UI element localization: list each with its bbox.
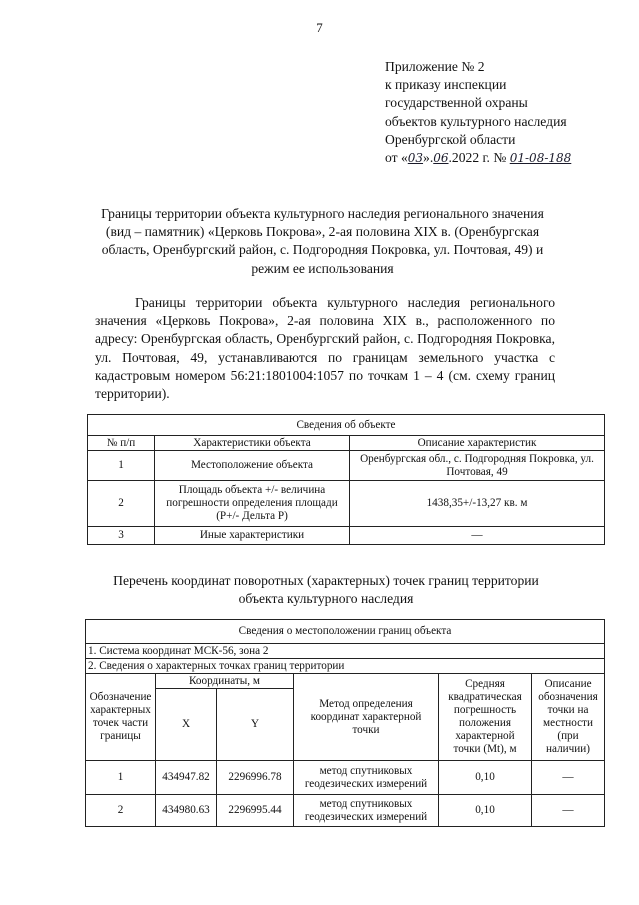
- appendix-line: государственной охраны: [385, 95, 528, 111]
- points-caption: 2. Сведения о характерных точках границ территории: [86, 659, 605, 674]
- point-id: 2: [86, 795, 156, 827]
- description: —: [532, 761, 605, 795]
- table-cell: —: [350, 527, 605, 545]
- table-cell: Оренбургская обл., с. Подгородняя Покровка, ул. Почтовая, 49: [350, 451, 605, 481]
- method: метод спутниковых геодезических измерений: [294, 761, 439, 795]
- table-cell: Иные характеристики: [155, 527, 350, 545]
- coord-x: 434947.82: [156, 761, 217, 795]
- appendix-line: Приложение № 2: [385, 59, 485, 74]
- header-cell: Описание характеристик: [350, 436, 605, 451]
- coord-x: 434980.63: [156, 795, 217, 827]
- appendix-block: [385, 58, 571, 167]
- appendix-line: Оренбургской области: [385, 131, 516, 147]
- table-cell: 3: [88, 527, 155, 545]
- coordinate-system: 1. Система координат МСК-56, зона 2: [86, 644, 605, 659]
- document-title: Границы территории объекта культурного наследия регионального значения (вид – памятник) «Церковь Покрова», 2-ая половина XIX в. (Оренбургская область, Оренбургский район, с. Подгородняя Покровка, ул. Почтовая, 49) и режим ее использования: [101, 206, 544, 276]
- table-cell: 1: [88, 451, 155, 481]
- table-row: [88, 527, 605, 545]
- header-cell: Характеристики объекта: [155, 436, 350, 451]
- coord-y: 2296996.78: [217, 761, 294, 795]
- error: 0,10: [439, 795, 532, 827]
- appendix-date-line: [385, 149, 571, 167]
- coords-table-caption: Сведения о местоположении границ объекта: [86, 620, 605, 644]
- table-cell: 1438,35+/-13,27 кв. м: [350, 481, 605, 527]
- header-coordinates: Координаты, м: [156, 674, 294, 689]
- description: —: [532, 795, 605, 827]
- coord-y: 2296995.44: [217, 795, 294, 827]
- date-year: .2022 г. №: [448, 150, 507, 166]
- appendix-line: объектов культурного наследия: [385, 113, 567, 129]
- boundary-paragraph: Границы территории объекта культурного наследия регионального значения «Церковь Покрова», 2-ая половина XIX в., расположенного по адресу: Оренбургская область, Оренбургский район, с. Подгородняя Покровка, ул. Почтовая, 49, устанавливаются по границам земельного участка с кадастровым номером 56:21:1801004:1057 по точкам 1 – 4 (см. схему границ территории).: [95, 295, 555, 402]
- header-y: Y: [217, 689, 294, 761]
- header-x: X: [156, 689, 217, 761]
- method: метод спутниковых геодезических измерений: [294, 795, 439, 827]
- coordinates-table: [85, 619, 605, 827]
- header-cell: № п/п: [88, 436, 155, 451]
- table-row: [88, 481, 605, 527]
- date-prefix: от «: [385, 150, 408, 166]
- date-day: 03: [407, 151, 424, 166]
- table-cell: Площадь объекта +/- величина погрешности определения площади (Р+/- Дельта Р): [155, 481, 350, 527]
- date-month: 06: [433, 151, 449, 166]
- header-description: Описание обозначения точки на местности (при наличии): [532, 674, 605, 761]
- object-info-table: [87, 414, 605, 545]
- table-row: [88, 451, 605, 481]
- table-row: [86, 761, 605, 795]
- header-error: Средняя квадратическая погрешность положения характерной точки (Mt), м: [439, 674, 532, 761]
- header-point: Обозначение характерных точек части границы: [86, 674, 156, 761]
- order-number: 01-08-188: [509, 151, 572, 166]
- table-row: [86, 795, 605, 827]
- error: 0,10: [439, 761, 532, 795]
- date-separator: ».: [423, 150, 434, 166]
- coords-heading: Перечень координат поворотных (характерных) точек границ территории объекта культурного наследия: [113, 573, 539, 607]
- point-id: 1: [86, 761, 156, 795]
- page-number: 7: [316, 20, 323, 35]
- appendix-line: к приказу инспекции: [385, 77, 507, 93]
- table-cell: 2: [88, 481, 155, 527]
- table-cell: Местоположение объекта: [155, 451, 350, 481]
- header-method: Метод определения координат характерной точки: [294, 674, 439, 761]
- object-table-caption: Сведения об объекте: [88, 415, 605, 436]
